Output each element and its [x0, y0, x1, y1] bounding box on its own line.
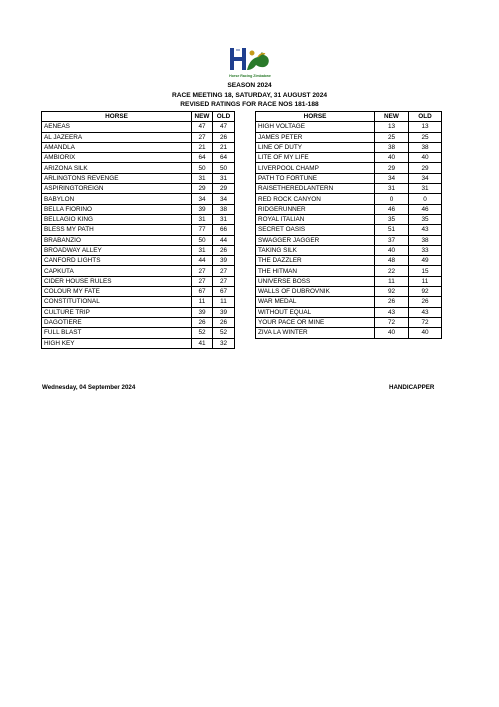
- horse-name-cell: ZIVA LA WINTER: [256, 328, 375, 338]
- table-row: [42, 307, 235, 317]
- horse-name-cell: DAGOTIERE: [42, 317, 192, 327]
- new-rating-cell: 50: [192, 235, 213, 245]
- meeting-title: RACE MEETING 18, SATURDAY, 31 AUGUST 2024: [171, 92, 328, 99]
- new-rating-cell: 11: [375, 276, 409, 286]
- old-rating-cell: 34: [213, 194, 235, 204]
- horse-name-cell: LITE OF MY LIFE: [256, 153, 375, 163]
- old-rating-cell: 40: [409, 328, 442, 338]
- new-rating-cell: 40: [375, 328, 409, 338]
- old-rating-cell: 29: [213, 184, 235, 194]
- old-rating-cell: 38: [409, 142, 442, 152]
- handicapper-signature: HANDICAPPER: [389, 384, 435, 391]
- old-rating-cell: 39: [213, 256, 235, 266]
- logo-caption: Horse Racing Zimbabwe: [229, 74, 271, 78]
- horse-name-cell: AL JAZEERA: [42, 132, 192, 142]
- horse-name-cell: CONSTITUTIONAL: [42, 297, 192, 307]
- old-rating-cell: 52: [213, 328, 235, 338]
- new-rating-cell: 34: [375, 173, 409, 183]
- horse-name-cell: CAPKUTA: [42, 266, 192, 276]
- horse-name-cell: TAKING SILK: [256, 245, 375, 255]
- old-rating-cell: 39: [213, 307, 235, 317]
- new-rating-cell: 41: [192, 338, 213, 348]
- table-row: [42, 266, 235, 276]
- old-rating-cell: 25: [409, 132, 442, 142]
- column-header-old: OLD: [213, 112, 235, 122]
- table-row: [256, 317, 442, 327]
- table-row: [256, 163, 442, 173]
- new-rating-cell: 46: [375, 204, 409, 214]
- table-row: [256, 225, 442, 235]
- old-rating-cell: 31: [213, 214, 235, 224]
- new-rating-cell: 64: [192, 153, 213, 163]
- horse-name-cell: COLOUR MY FATE: [42, 287, 192, 297]
- old-rating-cell: 11: [213, 297, 235, 307]
- table-row: [42, 328, 235, 338]
- horse-name-cell: BLESS MY PATH: [42, 225, 192, 235]
- new-rating-cell: 27: [192, 132, 213, 142]
- new-rating-cell: 27: [192, 266, 213, 276]
- new-rating-cell: 29: [192, 184, 213, 194]
- new-rating-cell: 35: [375, 214, 409, 224]
- season-title: SEASON 2024: [227, 82, 272, 89]
- table-header-row: [256, 112, 442, 122]
- ratings-subtitle: REVISED RATINGS FOR RACE NOS 181-188: [180, 101, 319, 108]
- table-row: [256, 287, 442, 297]
- old-rating-cell: 35: [409, 214, 442, 224]
- new-rating-cell: 38: [375, 142, 409, 152]
- column-header-old: OLD: [409, 112, 442, 122]
- new-rating-cell: 39: [192, 307, 213, 317]
- horse-name-cell: WAR MEDAL: [256, 297, 375, 307]
- new-rating-cell: 48: [375, 256, 409, 266]
- new-rating-cell: 31: [192, 214, 213, 224]
- new-rating-cell: 26: [192, 317, 213, 327]
- table-row: [256, 153, 442, 163]
- new-rating-cell: 37: [375, 235, 409, 245]
- new-rating-cell: 77: [192, 225, 213, 235]
- new-rating-cell: 67: [192, 287, 213, 297]
- new-rating-cell: 22: [375, 266, 409, 276]
- old-rating-cell: 26: [213, 245, 235, 255]
- new-rating-cell: 44: [192, 256, 213, 266]
- new-rating-cell: 50: [192, 163, 213, 173]
- new-rating-cell: 25: [375, 132, 409, 142]
- table-row: [256, 307, 442, 317]
- horse-name-cell: THE HITMAN: [256, 266, 375, 276]
- old-rating-cell: 33: [409, 245, 442, 255]
- table-row: [42, 245, 235, 255]
- horse-name-cell: ROYAL ITALIAN: [256, 214, 375, 224]
- horse-name-cell: SECRET OASIS: [256, 225, 375, 235]
- horse-name-cell: JAMES PETER: [256, 132, 375, 142]
- old-rating-cell: 15: [409, 266, 442, 276]
- horse-name-cell: BABYLON: [42, 194, 192, 204]
- new-rating-cell: 31: [192, 245, 213, 255]
- table-row: [256, 214, 442, 224]
- horse-name-cell: WITHOUT EQUAL: [256, 307, 375, 317]
- new-rating-cell: 40: [375, 245, 409, 255]
- old-rating-cell: 43: [409, 225, 442, 235]
- old-rating-cell: 32: [213, 338, 235, 348]
- horse-name-cell: ARIZONA SILK: [42, 163, 192, 173]
- old-rating-cell: 26: [213, 317, 235, 327]
- horse-name-cell: RED ROCK CANYON: [256, 194, 375, 204]
- table-row: [256, 328, 442, 338]
- table-row: [42, 317, 235, 327]
- old-rating-cell: 64: [213, 153, 235, 163]
- new-rating-cell: 72: [375, 317, 409, 327]
- table-row: [42, 132, 235, 142]
- column-header-horse: HORSE: [256, 112, 375, 122]
- table-row: [42, 287, 235, 297]
- column-header-new: NEW: [375, 112, 409, 122]
- old-rating-cell: 31: [213, 173, 235, 183]
- new-rating-cell: 31: [192, 173, 213, 183]
- horse-name-cell: PATH TO FORTUNE: [256, 173, 375, 183]
- old-rating-cell: 38: [213, 204, 235, 214]
- old-rating-cell: 66: [213, 225, 235, 235]
- table-row: [42, 153, 235, 163]
- table-row: [42, 338, 235, 348]
- horse-name-cell: ASPIRINGTOREIGN: [42, 184, 192, 194]
- table-row: [42, 204, 235, 214]
- table-header-row: [42, 112, 235, 122]
- old-rating-cell: 47: [213, 122, 235, 132]
- table-row: [256, 276, 442, 286]
- new-rating-cell: 92: [375, 287, 409, 297]
- table-row: [42, 225, 235, 235]
- horse-name-cell: LINE OF DUTY: [256, 142, 375, 152]
- old-rating-cell: 43: [409, 307, 442, 317]
- table-row: [42, 235, 235, 245]
- table-row: [42, 256, 235, 266]
- horse-name-cell: RIDGERUNNER: [256, 204, 375, 214]
- horse-name-cell: BROADWAY ALLEY: [42, 245, 192, 255]
- new-rating-cell: 0: [375, 194, 409, 204]
- old-rating-cell: 26: [409, 297, 442, 307]
- old-rating-cell: 92: [409, 287, 442, 297]
- old-rating-cell: 26: [213, 132, 235, 142]
- table-row: [256, 122, 442, 132]
- old-rating-cell: 49: [409, 256, 442, 266]
- old-rating-cell: 72: [409, 317, 442, 327]
- old-rating-cell: 31: [409, 184, 442, 194]
- table-row: [42, 173, 235, 183]
- old-rating-cell: 38: [409, 235, 442, 245]
- horse-name-cell: LIVERPOOL CHAMP: [256, 163, 375, 173]
- old-rating-cell: 13: [409, 122, 442, 132]
- table-row: [42, 194, 235, 204]
- table-row: [256, 142, 442, 152]
- new-rating-cell: 39: [192, 204, 213, 214]
- table-row: [42, 163, 235, 173]
- horse-name-cell: WALLS OF DUBROVNIK: [256, 287, 375, 297]
- old-rating-cell: 46: [409, 204, 442, 214]
- horse-name-cell: UNIVERSE BOSS: [256, 276, 375, 286]
- new-rating-cell: 34: [192, 194, 213, 204]
- old-rating-cell: 11: [409, 276, 442, 286]
- horse-name-cell: CULTURE TRIP: [42, 307, 192, 317]
- horse-name-cell: AMANDLA: [42, 142, 192, 152]
- ratings-table-right: [255, 111, 442, 339]
- table-row: [256, 245, 442, 255]
- horse-name-cell: AMBIORIX: [42, 153, 192, 163]
- ratings-table-left: [41, 111, 235, 349]
- horse-name-cell: CANFORD LIGHTS: [42, 256, 192, 266]
- new-rating-cell: 31: [375, 184, 409, 194]
- old-rating-cell: 40: [409, 153, 442, 163]
- new-rating-cell: 52: [192, 328, 213, 338]
- horse-name-cell: FULL BLAST: [42, 328, 192, 338]
- table-row: [42, 214, 235, 224]
- horse-name-cell: BELLA FIORINO: [42, 204, 192, 214]
- table-row: [256, 173, 442, 183]
- table-row: [42, 184, 235, 194]
- horse-name-cell: ARLINGTONS REVENGE: [42, 173, 192, 183]
- new-rating-cell: 13: [375, 122, 409, 132]
- old-rating-cell: 27: [213, 266, 235, 276]
- old-rating-cell: 27: [213, 276, 235, 286]
- horse-logo-icon: [222, 44, 278, 74]
- old-rating-cell: 44: [213, 235, 235, 245]
- horse-name-cell: CIDER HOUSE RULES: [42, 276, 192, 286]
- new-rating-cell: 40: [375, 153, 409, 163]
- old-rating-cell: 21: [213, 142, 235, 152]
- old-rating-cell: 34: [409, 173, 442, 183]
- table-row: [256, 184, 442, 194]
- new-rating-cell: 27: [192, 276, 213, 286]
- new-rating-cell: 29: [375, 163, 409, 173]
- table-row: [256, 266, 442, 276]
- horse-name-cell: HIGH VOLTAGE: [256, 122, 375, 132]
- new-rating-cell: 26: [375, 297, 409, 307]
- new-rating-cell: 43: [375, 307, 409, 317]
- table-row: [256, 297, 442, 307]
- table-row: [256, 235, 442, 245]
- horse-name-cell: BRABANZIO: [42, 235, 192, 245]
- table-row: [42, 142, 235, 152]
- new-rating-cell: 21: [192, 142, 213, 152]
- old-rating-cell: 50: [213, 163, 235, 173]
- new-rating-cell: 11: [192, 297, 213, 307]
- horse-name-cell: HIGH KEY: [42, 338, 192, 348]
- table-row: [42, 276, 235, 286]
- column-header-new: NEW: [192, 112, 213, 122]
- old-rating-cell: 0: [409, 194, 442, 204]
- table-row: [256, 256, 442, 266]
- column-header-horse: HORSE: [42, 112, 192, 122]
- publication-date: Wednesday, 04 September 2024: [42, 384, 136, 391]
- table-row: [256, 194, 442, 204]
- horse-name-cell: YOUR PACE OR MINE: [256, 317, 375, 327]
- horse-name-cell: BELLAGIO KING: [42, 214, 192, 224]
- horse-name-cell: AENEAS: [42, 122, 192, 132]
- table-row: [42, 297, 235, 307]
- old-rating-cell: 67: [213, 287, 235, 297]
- table-row: [256, 132, 442, 142]
- old-rating-cell: 29: [409, 163, 442, 173]
- horse-name-cell: THE DAZZLER: [256, 256, 375, 266]
- table-row: [42, 122, 235, 132]
- table-row: [256, 204, 442, 214]
- new-rating-cell: 51: [375, 225, 409, 235]
- horse-name-cell: SWAGGER JAGGER: [256, 235, 375, 245]
- horse-name-cell: RAISETHEREDLANTERN: [256, 184, 375, 194]
- new-rating-cell: 47: [192, 122, 213, 132]
